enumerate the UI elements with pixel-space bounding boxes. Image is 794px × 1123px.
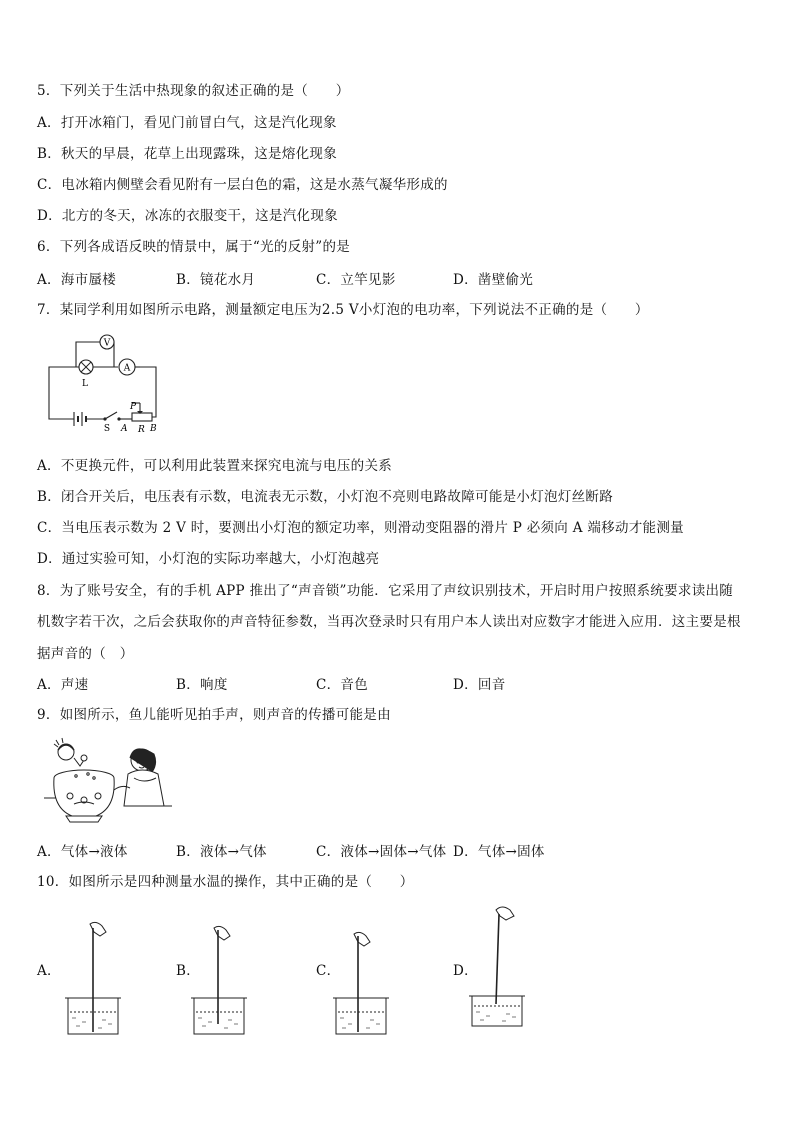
rheostat-end-b-label: B (150, 424, 157, 434)
beaker-d-illustration (466, 904, 526, 1029)
beaker-b-illustration (188, 920, 248, 1040)
q10-option-a: A． (37, 963, 61, 979)
q10-stem: 10．如图所示是四种测量水温的操作，其中正确的是（ ） (37, 874, 414, 890)
slider-label: P (130, 402, 137, 412)
switch-symbol (105, 412, 117, 419)
voltmeter-label: V (103, 338, 111, 349)
q6-option-a: A．海市蜃楼 (37, 272, 117, 288)
q5-option-c: C．电冰箱内侧壁会看见附有一层白色的霜，这是水蒸气凝华形成的 (37, 177, 448, 193)
q5-option-d: D．北方的冬天，冰冻的衣服变干，这是汽化现象 (37, 208, 338, 224)
q5-stem: 5．下列关于生活中热现象的叙述正确的是（ ） (37, 83, 350, 99)
q5-option-b: B．秋天的早晨，花草上出现露珠，这是熔化现象 (37, 146, 338, 162)
fish-bowl-illustration (44, 738, 174, 830)
rheostat-end-a-label: A (121, 424, 128, 434)
q9-option-c: C．液体→固体→气体 (316, 844, 447, 860)
q7-option-b: B．闭合开关后，电压表有示数，电流表无示数，小灯泡不亮则电路故障可能是小灯泡灯丝断路 (37, 489, 614, 505)
q8-stem-line-3: 据声音的（ ） (37, 646, 134, 662)
q10-option-d: D． (453, 963, 478, 979)
rheostat-symbol (132, 413, 152, 421)
q6-stem: 6．下列各成语反映的情景中，属于“光的反射”的是 (37, 239, 351, 255)
q8-option-c: C．音色 (316, 677, 369, 693)
beaker-c-illustration (330, 920, 390, 1040)
circuit-diagram (44, 332, 174, 435)
q9-option-a: A．气体→液体 (37, 844, 128, 860)
q6-option-d: D．凿壁偷光 (453, 272, 534, 288)
beaker-a-illustration (62, 920, 122, 1040)
q6-option-c: C．立竿见影 (316, 272, 396, 288)
ammeter-label: A (123, 363, 131, 374)
switch-label: S (103, 424, 111, 434)
q8-stem-line-1: 8．为了账号安全，有的手机 APP 推出了“声音锁”功能．它采用了声纹识别技术，开启时用户按照系统要求读出随 (37, 583, 734, 599)
q7-option-d: D．通过实验可知，小灯泡的实际功率越大，小灯泡越亮 (37, 551, 380, 567)
rheostat-label: R (138, 425, 145, 435)
q9-option-d: D．气体→固体 (453, 844, 545, 860)
q7-stem: 7．某同学利用如图所示电路，测量额定电压为2.5 V小灯泡的电功率，下列说法不正确的是（ ） (37, 302, 649, 318)
q7-option-c: C．当电压表示数为 2 V 时，要测出小灯泡的额定功率，则滑动变阻器的滑片 P 必须向 A 端移动才能测量 (37, 520, 684, 536)
q9-option-b: B．液体→气体 (176, 844, 267, 860)
q8-option-a: A．声速 (37, 677, 89, 693)
q5-option-a: A．打开冰箱门，看见门前冒白气，这是汽化现象 (37, 115, 337, 131)
q6-option-b: B．镜花水月 (176, 272, 256, 288)
q10-option-c: C． (316, 963, 341, 979)
q7-option-a: A．不更换元件，可以利用此装置来探究电流与电压的关系 (37, 458, 393, 474)
q8-option-b: B．响度 (176, 677, 228, 693)
q10-option-b: B． (176, 963, 201, 979)
q8-stem-line-2: 机数字若干次，之后会获取你的声音特征参数，当再次登录时只有用户本人读出对应数字才能进入应用．这主要是根 (37, 614, 741, 630)
q9-stem: 9．如图所示，鱼儿能听见拍手声，则声音的传播可能是由 (37, 707, 391, 723)
q8-option-d: D．回音 (453, 677, 506, 693)
lamp-label: L (82, 379, 88, 389)
